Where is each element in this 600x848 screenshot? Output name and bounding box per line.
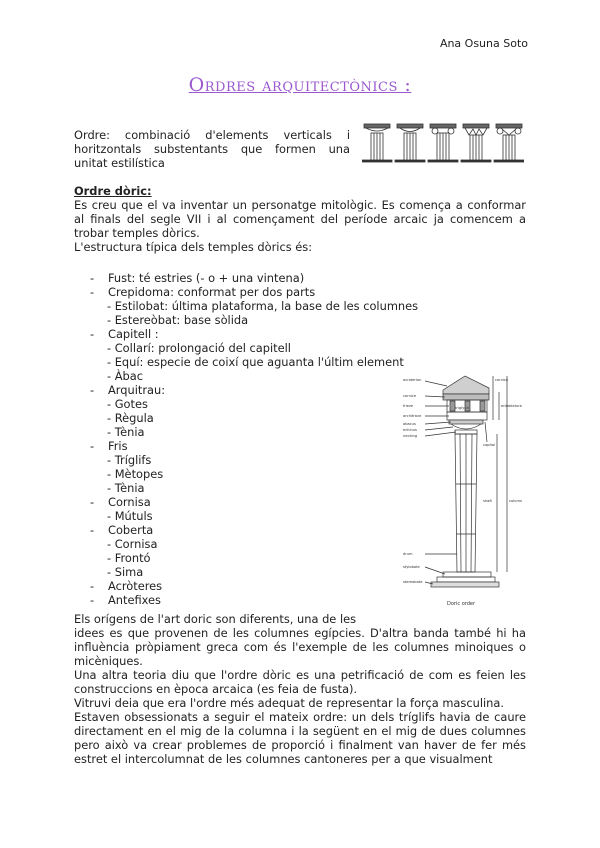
list-item	[74, 439, 374, 453]
dash-bullet: -	[90, 271, 95, 285]
svg-text:triglyph: triglyph	[455, 406, 469, 410]
doric-column-diagram	[403, 372, 528, 609]
svg-text:stereobate: stereobate	[403, 580, 423, 584]
list-item	[74, 271, 374, 285]
list-subitem	[74, 355, 404, 369]
svg-text:abacus: abacus	[403, 422, 416, 426]
list-item-text: - Cornisa	[107, 537, 158, 551]
list-subitem	[74, 341, 374, 355]
svg-text:architrave: architrave	[403, 414, 422, 418]
svg-text:drum: drum	[403, 552, 413, 556]
obsession-text: Estaven obsessionats a seguir el mateix ordre: un dels tríglifs havia de caure directament en el mig de la columna i la següent en el mig de dues columnes pero això va crear problemes de proporció i finalment van haver de fer més estret el intercolumnat de les columnes cantoneres per a que visualment	[74, 710, 526, 766]
section-heading: Ordre dòric:	[74, 184, 152, 198]
list-item-text: - Mútuls	[107, 509, 153, 523]
dash-bullet: -	[90, 579, 95, 593]
list-subitem	[74, 467, 374, 481]
dash-bullet: -	[90, 285, 95, 299]
list-subitem	[74, 425, 374, 439]
list-item-text: Capitell :	[108, 327, 159, 341]
svg-text:necking: necking	[403, 434, 418, 438]
list-item-text: - Collarí: prolongació del capitell	[107, 341, 291, 355]
page-title: Ordres arquitectònics :	[188, 74, 412, 96]
list-item	[74, 579, 374, 593]
list-item-text: - Sima	[107, 565, 144, 579]
origins-line: Els orígens de l'art doric son diferents, una de les	[74, 612, 357, 626]
list-item-text: - Àbac	[107, 369, 143, 383]
svg-text:frieze: frieze	[403, 404, 414, 408]
section-intro: Es creu que el va inventar un personatge mitològic. Es comença a conformar al finals del segle VII i al començament del període arcaic ja comencem a trobar temples dòrics.	[74, 198, 526, 240]
list-item-text: Crepidoma: conformat per dos parts	[108, 285, 316, 299]
list-item-text: - Estereòbat: base sòlida	[107, 313, 249, 327]
svg-text:column: column	[509, 499, 523, 503]
dash-bullet: -	[90, 495, 95, 509]
list-item	[74, 327, 374, 341]
list-subitem	[74, 397, 374, 411]
list-item	[74, 285, 374, 299]
list-item	[74, 383, 374, 397]
svg-text:cornice: cornice	[495, 378, 509, 382]
list-item-text: Fris	[108, 439, 128, 453]
list-subitem	[74, 453, 374, 467]
list-item-text: - Equí: especie de coixí que aguanta l'últim element	[107, 355, 404, 369]
dash-bullet: -	[90, 327, 95, 341]
list-item-text: - Gotes	[107, 397, 148, 411]
svg-text:capital: capital	[483, 443, 496, 447]
list-subitem	[74, 481, 374, 495]
list-item-text: - Tríglifs	[107, 453, 152, 467]
list-item-text: Coberta	[108, 523, 154, 537]
list-subitem	[74, 509, 374, 523]
list-item-text: - Frontó	[107, 551, 151, 565]
svg-text:echinus: echinus	[403, 428, 417, 432]
list-item-text: Arquitrau:	[108, 383, 166, 397]
list-item-text: - Tènia	[107, 481, 145, 495]
origins-text: idees es que provenen de les columnes egípcies. D'altra banda també hi ha influència pròpiament greca com és l'exemple de les columnes minoiques o micèniques.	[74, 626, 526, 668]
list-item	[74, 593, 374, 607]
svg-text:acroterion: acroterion	[403, 378, 422, 382]
vitruvi-text: Vitruvi deia que era l'ordre més adequat de representar la força masculina.	[74, 696, 504, 710]
orders-illustration	[362, 123, 524, 163]
list-item-text: - Mètopes	[107, 467, 164, 481]
list-item-text: - Règula	[107, 411, 154, 425]
list-item-text: Acròteres	[108, 579, 163, 593]
svg-text:shaft: shaft	[483, 499, 492, 503]
theory-text: Una altra teoria diu que l'ordre dòric es una petrificació de com es feien les construccions en època arcaica (es feia de fusta).	[74, 668, 526, 696]
list-item-text: Cornisa	[108, 495, 151, 509]
dash-bullet: -	[90, 593, 95, 607]
list-subitem	[74, 313, 374, 327]
list-item	[74, 495, 374, 509]
list-subitem	[74, 565, 374, 579]
diagram-caption: Doric order	[447, 601, 476, 607]
list-subitem	[74, 369, 374, 383]
definition-text: Ordre: combinació d'elements verticals i horitzontals substentants que formen una unitat estilística	[74, 128, 350, 170]
dash-bullet: -	[90, 383, 95, 397]
svg-text:stylobate: stylobate	[403, 565, 420, 569]
dash-bullet: -	[90, 439, 95, 453]
list-item-text: Antefixes	[108, 593, 161, 607]
dash-bullet: -	[90, 523, 95, 537]
list-item-text: Fust: té estries (- o + una vintena)	[108, 271, 305, 285]
list-item	[74, 523, 374, 537]
list-subitem	[74, 411, 374, 425]
list-item-text: - Estilobat: última plataforma, la base de les columnes	[107, 299, 419, 313]
list-subitem	[74, 551, 374, 565]
author-name: Ana Osuna Soto	[439, 37, 528, 50]
list-subitem	[74, 537, 374, 551]
structure-intro: L'estructura típica dels temples dòrics és:	[74, 240, 313, 254]
svg-text:cornice: cornice	[403, 394, 417, 398]
svg-text:entablature: entablature	[501, 404, 522, 408]
list-subitem	[74, 299, 419, 313]
list-item-text: - Tènia	[107, 425, 145, 439]
